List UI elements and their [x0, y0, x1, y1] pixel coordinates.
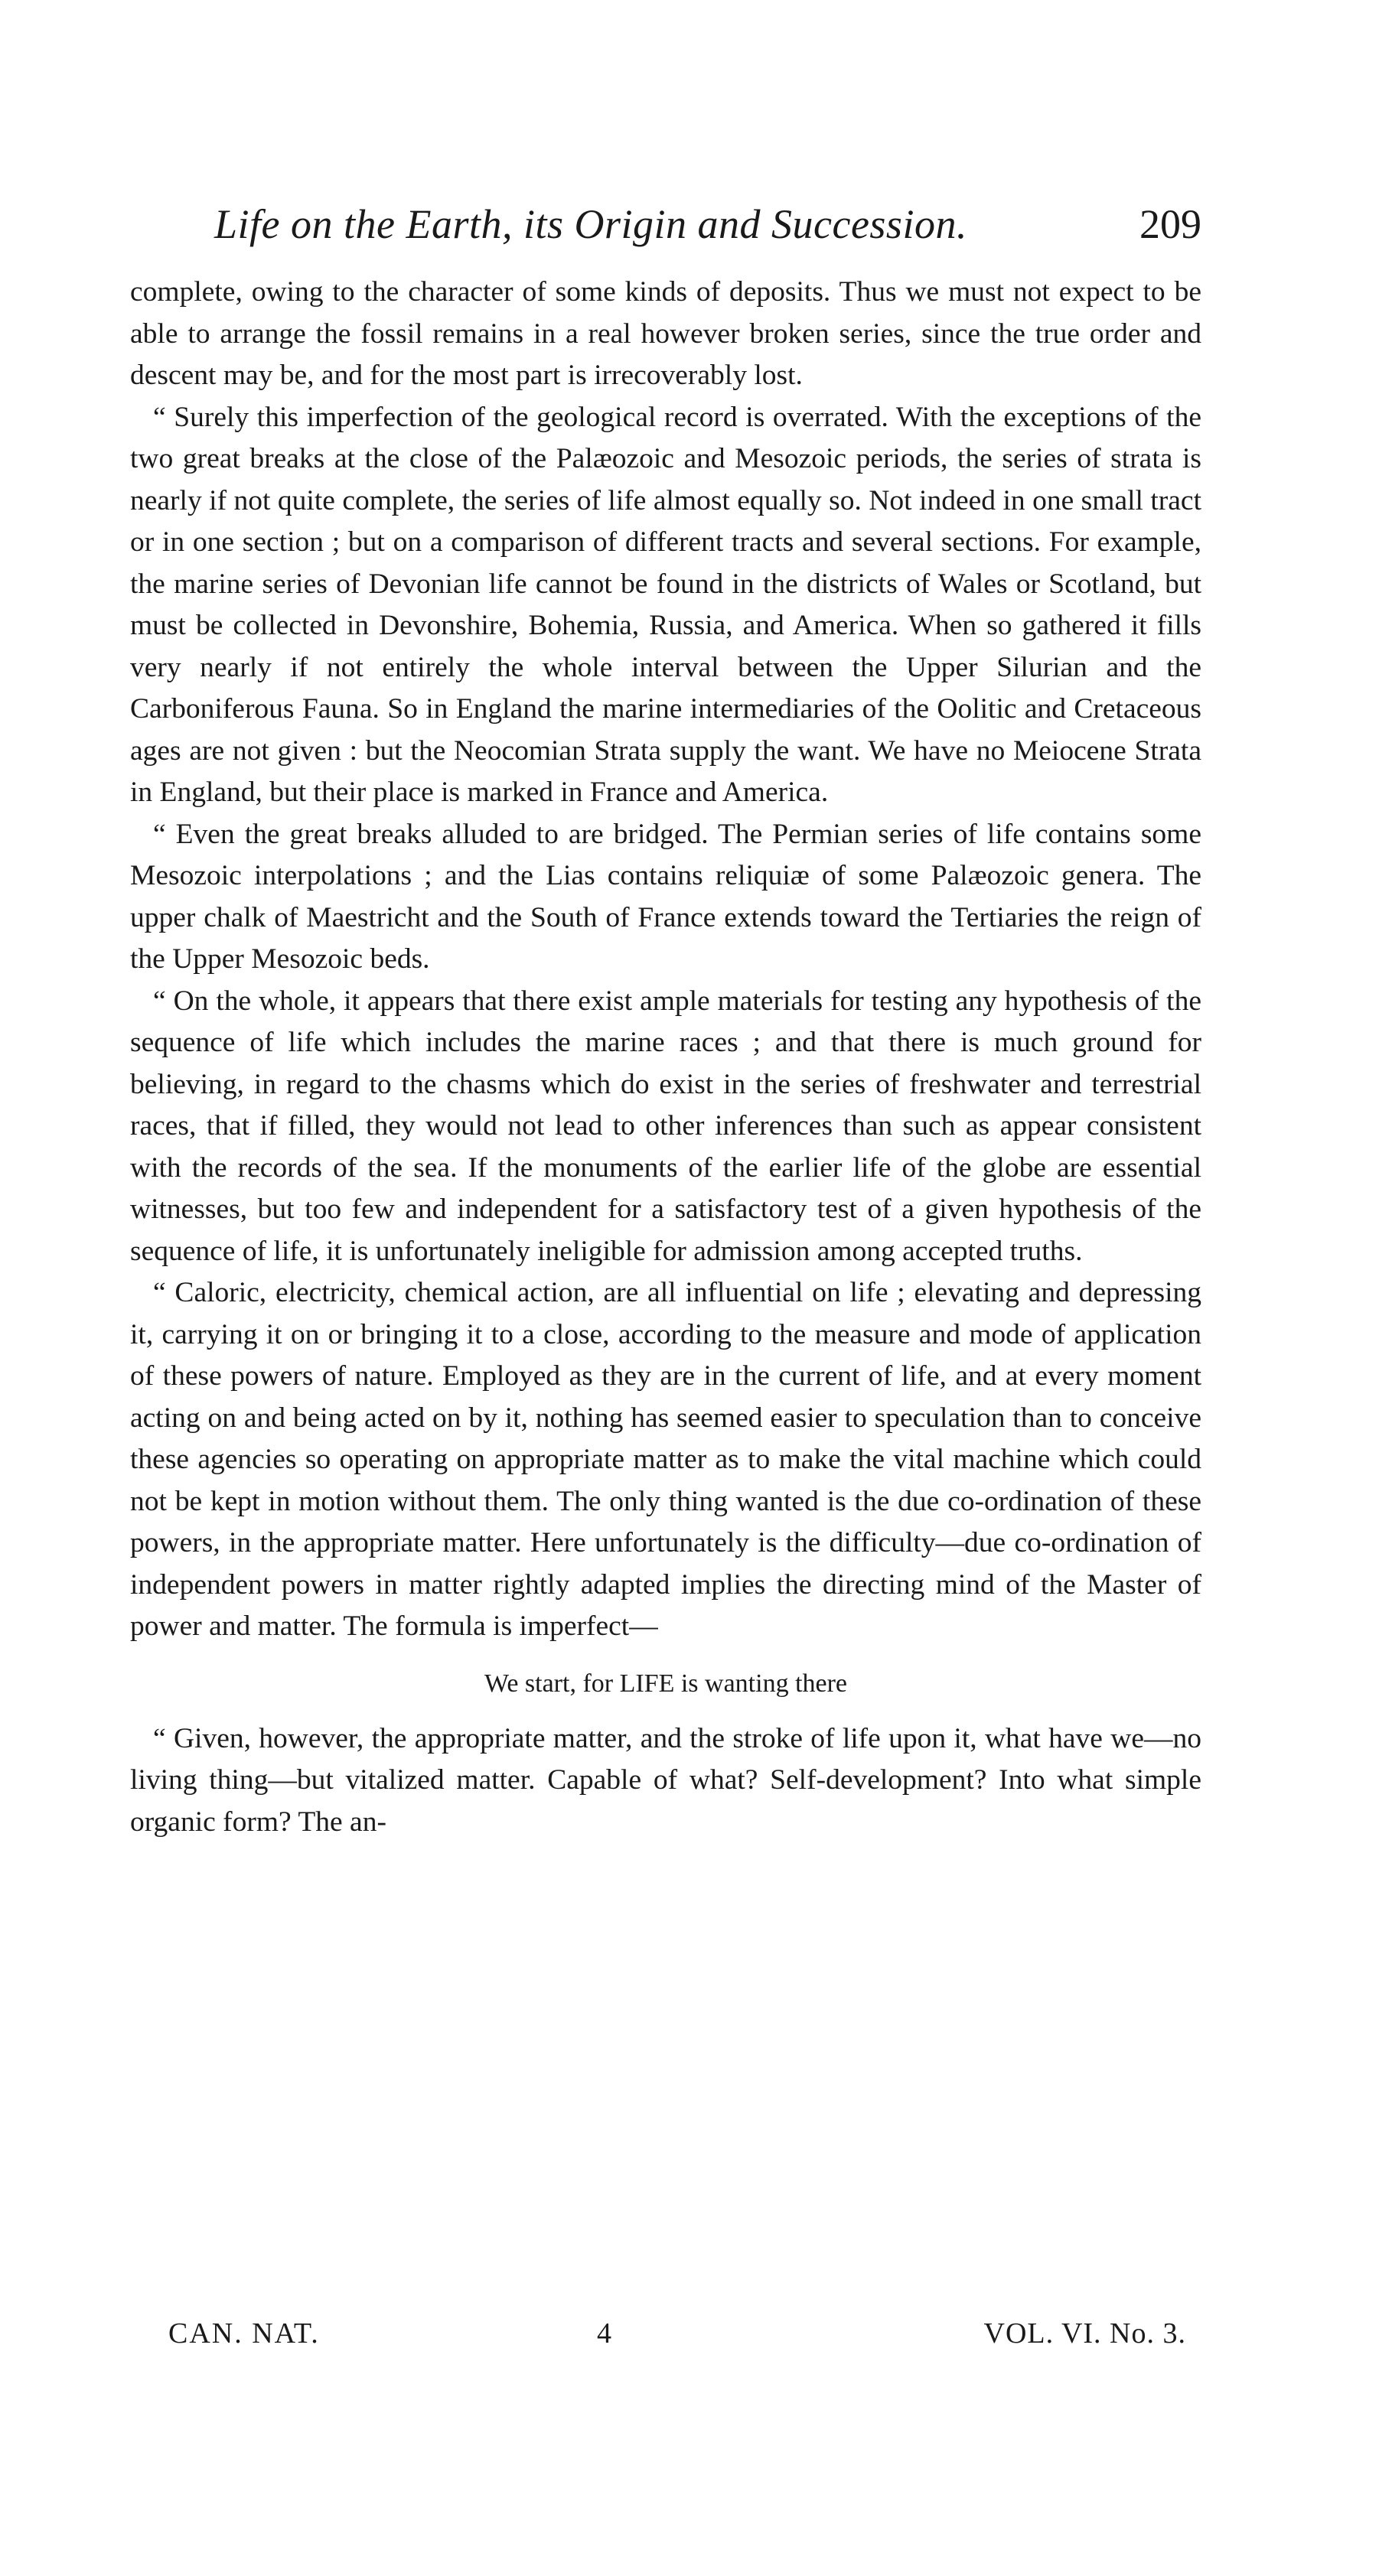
page-footer [168, 2311, 1186, 2356]
page-number: 209 [1139, 201, 1201, 247]
footer-volume: VOL. VI. No. 3. [983, 2317, 1186, 2350]
footer-journal: CAN. NAT. [168, 2317, 320, 2350]
verse-quote: We start, for LIFE is wanting there [484, 1669, 848, 1698]
paragraph-given-however: “ Given, however, the appropriate matter, and the stroke of life upon it, what have we—no living thing—but vitalized matter. Capable of what? Self-development? Into what simple organic form? The an- [130, 1722, 1201, 1838]
running-title: Life on the Earth, its Origin and Succession. [214, 201, 967, 247]
paragraph-on-the-whole: “ On the whole, it appears that there exist ample materials for testing any hypothesis of the sequence of life which includes the marine races ; and that there is much ground for believing, in regard to the chasms which do exist in the series of freshwater and terrestrial races, that if filled, they would not lead to other inferences than such as appear consistent with the records of the sea. If the monuments of the earlier life of the globe are essential witnesses, but too few and independent for a satisfactory test of a given hypothesis of the sequence of life, it is unfortunately ineligible for admission among accepted truths. [130, 985, 1201, 1267]
paragraph-great-breaks: “ Even the great breaks alluded to are bridged. The Permian series of life contains some Mesozoic interpolations ; and the Lias contains reliquiæ of some Palæozoic genera. The upper chalk of Maestricht and the South of France extends toward the Tertiaries the reign of the Upper Mesozoic beds. [130, 818, 1201, 975]
paragraph-geological-record: “ Surely this imperfection of the geological record is overrated. With the exceptions of the two great breaks at the close of the Palæozoic and Mesozoic periods, the series of strata is nearly if not quite complete, the series of life almost equally so. Not indeed in one small tract or in one section ; but on a comparison of different tracts and several sections. For example, the marine series of Devonian life cannot be found in the districts of Wales or Scotland, but must be collected in Devonshire, Bohemia, Russia, and America. When so gathered it fills very nearly if not entirely the whole interval between the Upper Silurian and the Carboniferous Fauna. So in England the marine intermediaries of the Oolitic and Cretaceous ages are not given : but the Neocomian Strata supply the want. We have no Meiocene Strata in England, but their place is marked in France and America. [130, 401, 1201, 808]
page-header [130, 197, 1201, 251]
paragraph-caloric: “ Caloric, electricity, chemical action, are all influential on life ; elevating and depressing it, carrying it on or bringing it to a close, according to the measure and mode of application of these powers of nature. Employed as they are in the current of life, and at every moment acting on and being acted on by it, nothing has seemed easier to speculation than to conceive these agencies so operating on appropriate matter as to make the vital machine which could not be kept in motion without them. The only thing wanted is the due co-ordination of these powers, in the appropriate matter. Here unfortunately is the difficulty—due co-ordination of independent powers in matter rightly adapted implies the directing mind of the Master of power and matter. The formula is imperfect— [130, 1277, 1201, 1642]
paragraph-continuation: complete, owing to the character of some kinds of deposits. Thus we must not expect to be able to arrange the fossil remains in a real however broken series, since the true order and descent may be, and for the most part is irrecoverably lost. [130, 276, 1201, 391]
body-text [130, 272, 1201, 1843]
footer-signature: 4 [597, 2317, 611, 2350]
